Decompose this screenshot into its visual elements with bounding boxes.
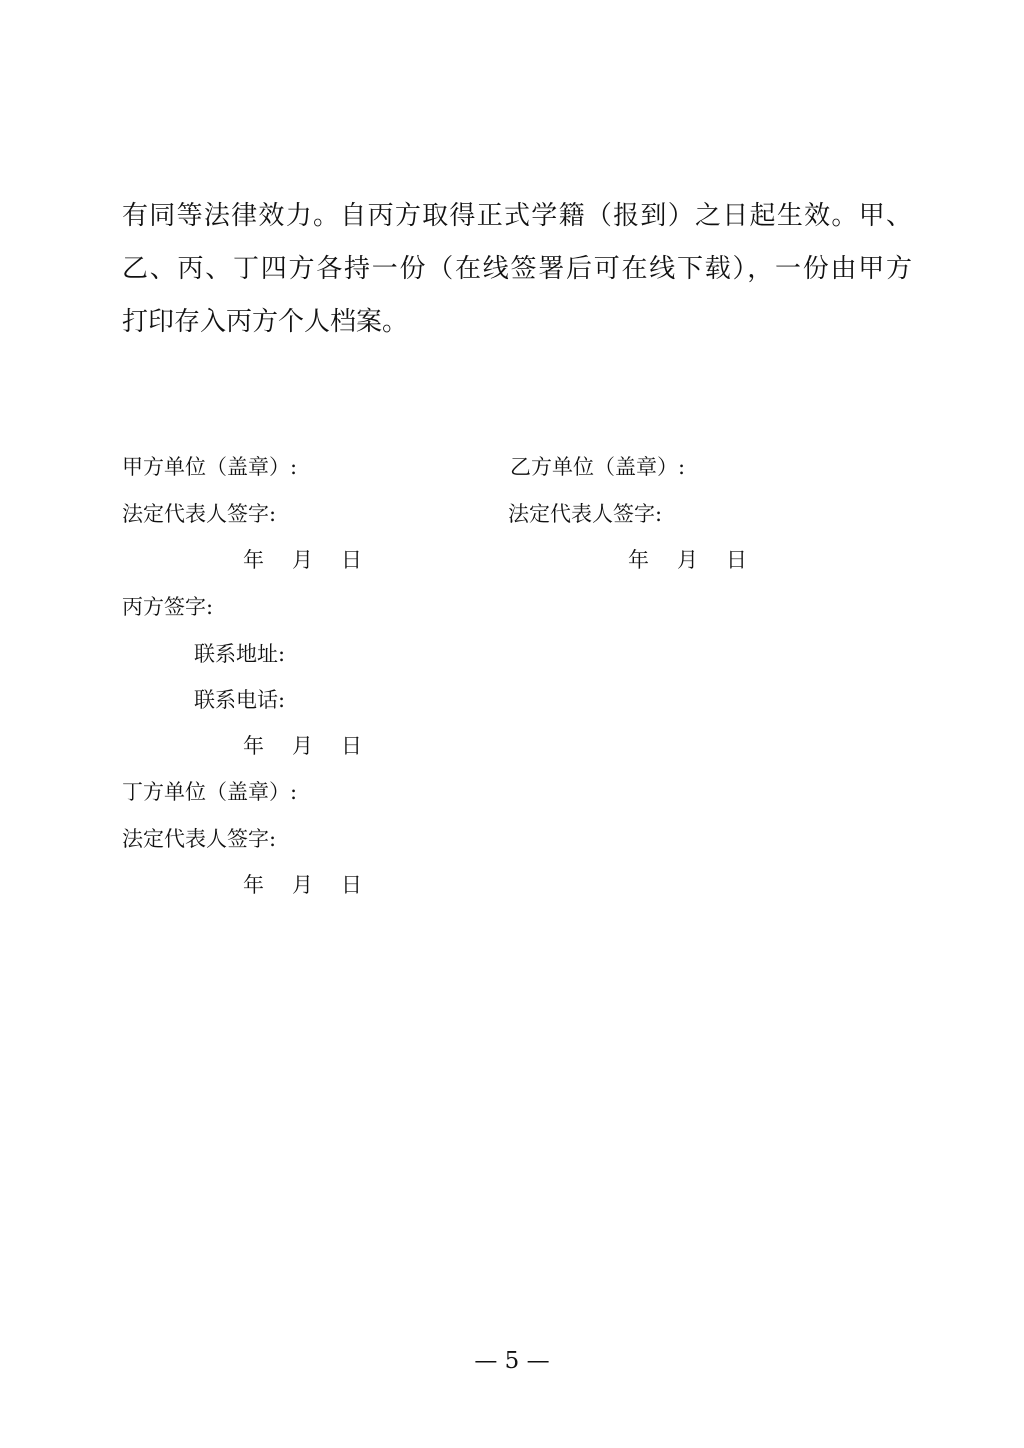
- day-label: 日: [726, 548, 747, 572]
- month-label: 月: [292, 873, 313, 897]
- month-label: 月: [292, 548, 313, 572]
- day-label: 日: [341, 548, 362, 572]
- party-d-rep-label: 法定代表人签字:: [122, 827, 277, 851]
- paragraph-line: 有同等法律效力。自丙方取得正式学籍（报到）之日起生效。甲、: [122, 201, 912, 231]
- day-label: 日: [341, 734, 362, 758]
- month-label: 月: [677, 548, 698, 572]
- day-label: 日: [341, 873, 362, 897]
- party-a-rep-label: 法定代表人签字:: [122, 502, 277, 526]
- year-label: 年: [243, 873, 264, 897]
- month-label: 月: [292, 734, 313, 758]
- year-label: 年: [628, 548, 649, 572]
- year-label: 年: [243, 548, 264, 572]
- party-d-unit-label: 丁方单位（盖章）:: [122, 780, 298, 804]
- paragraph-line: 打印存入丙方个人档案。: [122, 307, 409, 337]
- year-label: 年: [243, 734, 264, 758]
- page-number: — 5 —: [474, 1348, 550, 1374]
- paragraph-line: 乙、丙、丁四方各持一份（在线签署后可在线下载），一份由甲方: [122, 254, 912, 284]
- agreement-paragraph: [122, 190, 912, 349]
- party-b-rep-label: 法定代表人签字:: [508, 502, 663, 526]
- party-c-phone-label: 联系电话:: [194, 688, 286, 712]
- party-b-unit-label: 乙方单位（盖章）:: [510, 455, 686, 479]
- party-c-address-label: 联系地址:: [194, 642, 286, 666]
- party-c-sign-label: 丙方签字:: [122, 595, 214, 619]
- party-a-unit-label: 甲方单位（盖章）:: [122, 455, 298, 479]
